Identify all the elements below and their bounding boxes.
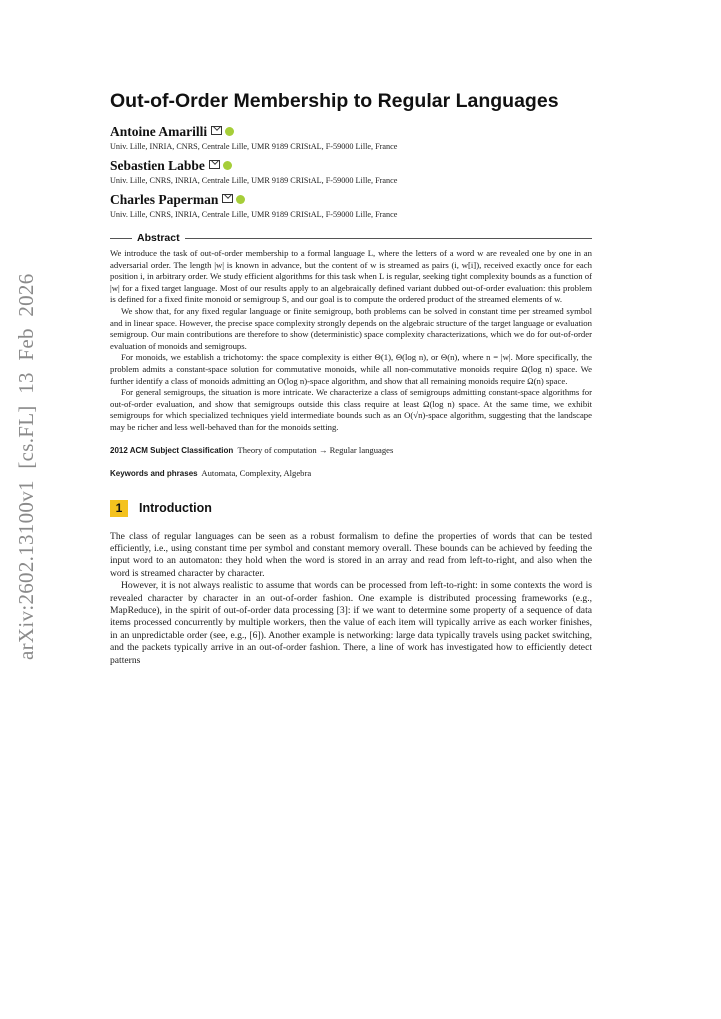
keywords-value: Automata, Complexity, Algebra <box>201 467 312 478</box>
body-paragraph: The class of regular languages can be seen as a robust formalism to define the properties of words that can be tested efficiently, i.e., using constant time per symbol and constant memory overall. These bounds can be achieved by feeding the input word to an automaton: they hold when the word is stored in an array and read from left-to-right, and also when the word is streamed character by character. <box>110 530 592 579</box>
arxiv-identifier: arXiv:2602.13100v1 [cs.FL] 13 Feb 2026 <box>14 273 38 660</box>
abstract-paragraph: We introduce the task of out-of-order membership to a formal language L, where the letters of a word w are revealed one by one in an adversarial order. The length |w| is known in advance, but the content of w is streamed as pairs (i, w[i]), received exactly once for each position i, in arbitrary order. We study efficient algorithms for this task when L is regular, seeking tight complexity bounds as a function of |w| for a fixed target language. Most of our results apply to an algebraically defined variant dubbed out-of-order evaluation: this problem is defined for a fixed finite monoid or semigroup S, and our goal is to compute the ordered product of the streamed elements of w. <box>110 248 592 305</box>
rule-divider <box>185 238 592 239</box>
email-icon[interactable] <box>209 160 220 169</box>
section-body <box>110 531 592 667</box>
paper-title: Out-of-Order Membership to Regular Languages <box>110 90 559 112</box>
author-affiliation: Univ. Lille, CNRS, INRIA, Centrale Lille, UMR 9189 CRIStAL, F-59000 Lille, France <box>110 176 398 185</box>
acm-classification <box>110 444 592 457</box>
abstract-paragraph: We show that, for any fixed regular language or finite semigroup, both problems can be solved in constant time per streamed symbol and in linear space. However, the precise space complexity strongly depends on the algebraic structure of the target language or evaluation semigroup. Our main contributions are therefore to show (deterministic) space complexity characterizations, which we do for out-of-order evaluation of monoids and semigroups. <box>110 305 592 351</box>
author-name: Antoine Amarilli <box>110 124 208 139</box>
abstract-label: Abstract <box>137 232 180 244</box>
section-heading <box>110 500 592 517</box>
author-affiliation: Univ. Lille, INRIA, CNRS, Centrale Lille, UMR 9189 CRIStAL, F-59000 Lille, France <box>110 142 398 151</box>
section-title: Introduction <box>139 501 212 515</box>
email-icon[interactable] <box>211 126 222 135</box>
author-name: Charles Paperman <box>110 192 219 207</box>
author-block-3 <box>110 191 592 220</box>
keywords <box>110 467 592 480</box>
classification-label: 2012 ACM Subject Classification <box>110 445 234 455</box>
abstract-body <box>110 248 592 434</box>
abstract-heading <box>110 232 592 244</box>
orcid-icon[interactable] <box>225 127 234 136</box>
section-number: 1 <box>110 500 128 517</box>
abstract-paragraph: For general semigroups, the situation is more intricate. We characterize a class of semigroups admitting constant-space algorithms for out-of-order evaluation, and show that semigroups outside this class require at least Ω(log n) space. At the same time, we exhibit semigroups for which specialized techniques yield intermediate bounds such as an O(√n)-space algorithm, suggesting that the landscape may be richer and less well-behaved than for the monoids setting. <box>110 387 592 432</box>
body-paragraph: However, it is not always realistic to assume that words can be processed from left-to-right: in some contexts the word is revealed character by character in an out-of-order fashion. One example is distributed processing frameworks (e.g., MapReduce), in the spirit of out-of-order data processing [3]: if we want to determine some property of a sequence of data items processed concurrently by multiple workers, then the value of each item will typically arrive as each worker finishes, in an unpredictable order (see, e.g., [6]). Another example is networking: large data typically travels using packet switching, and the packets typically arrive in an out-of-order fashion. There, a line of work has investigated how to efficiently detect patterns <box>110 580 592 666</box>
author-name: Sebastien Labbe <box>110 158 205 173</box>
paper-page <box>110 90 592 667</box>
author-affiliation: Univ. Lille, CNRS, INRIA, Centrale Lille, UMR 9189 CRIStAL, F-59000 Lille, France <box>110 210 398 219</box>
author-block-1 <box>110 123 592 152</box>
orcid-icon[interactable] <box>223 161 232 170</box>
keywords-label: Keywords and phrases <box>110 468 198 478</box>
classification-value: Theory of computation → Regular languages <box>237 444 394 455</box>
abstract-paragraph: For monoids, we establish a trichotomy: the space complexity is either Θ(1), Θ(log n), or Θ(n), where n = |w|. More specifically, the problem admits a constant-space solution for commutative monoids, while all non-commutative monoids require Ω(log n) space. We further identify a class of monoids admitting an O(log n)-space algorithm, and show that all remaining monoids require Ω(n) space. <box>110 352 592 386</box>
author-block-2 <box>110 157 592 186</box>
rule-divider <box>110 238 132 239</box>
orcid-icon[interactable] <box>236 195 245 204</box>
email-icon[interactable] <box>222 194 233 203</box>
